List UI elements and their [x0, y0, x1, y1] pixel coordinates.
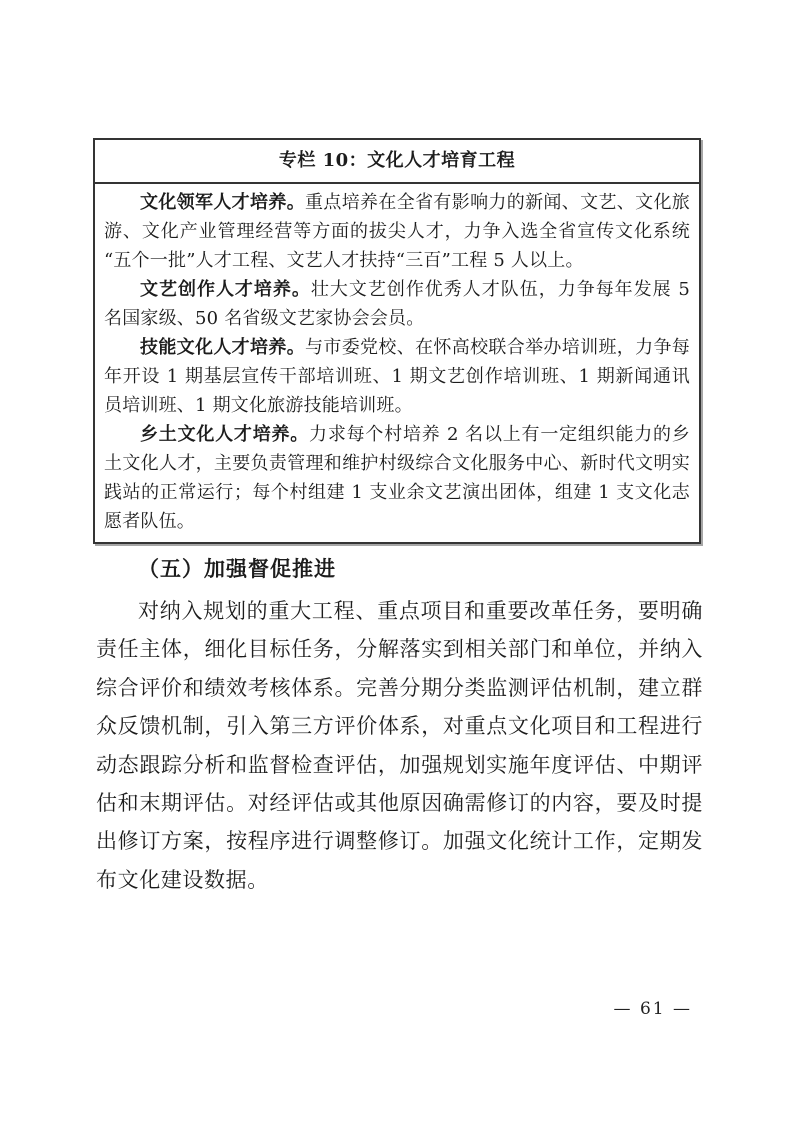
- panel-item-lead: 文化领军人才培养。: [140, 192, 306, 213]
- panel-item-text: 壮大文艺创作优秀人才队伍，力争每年发展 5 名国家级、50 名省级文艺家协会会员。: [104, 279, 690, 329]
- panel-item: [104, 275, 690, 333]
- panel-item-text: 与市委党校、在怀高校联合举办培训班，力争每年开设 1 期基层宣传干部培训班、1 期文艺创作培训班、1 期新闻通讯员培训班、1 期文化旅游技能培训班。: [104, 337, 690, 416]
- feature-box-title: 专栏 10：文化人才培育工程: [95, 140, 699, 184]
- section-heading: （五）加强督促推进: [138, 556, 336, 581]
- panel-item-lead: 文艺创作人才培养。: [140, 279, 311, 300]
- panel-item-lead: 技能文化人才培养。: [140, 337, 306, 358]
- panel-item: [104, 333, 690, 420]
- section-body-paragraph: 对纳入规划的重大工程、重点项目和重要改革任务，要明确责任主体，细化目标任务，分解落实到相关部门和单位，并纳入综合评价和绩效考核体系。完善分期分类监测评估机制，建立群众反馈机制，引入第三方评价体系，对重点文化项目和工程进行动态跟踪分析和监督检查评估，加强规划实施年度评估、中期评估和末期评估。对经评估或其他原因确需修订的内容，要及时提出修订方案，按程序进行调整修订。加强文化统计工作，定期发布文化建设数据。: [96, 599, 703, 892]
- page-number: — 61 —: [613, 999, 692, 1019]
- panel-item-text: 重点培养在全省有影响力的新闻、文艺、文化旅游、文化产业管理经营等方面的拔尖人才，力争入选全省宣传文化系统“五个一批”人才工程、文艺人才扶持“三百”工程 5 人以上。: [104, 192, 690, 271]
- panel-item-text: 力求每个村培养 2 名以上有一定组织能力的乡土文化人才，主要负责管理和维护村级综合文化服务中心、新时代文明实践站的正常运行；每个村组建 1 支业余文艺演出团体，组建 1 支文化志愿者队伍。: [104, 424, 690, 532]
- feature-box-body: [95, 184, 699, 542]
- panel-item-lead: 乡土文化人才培养。: [140, 424, 310, 445]
- feature-box-talent-program: [93, 138, 701, 544]
- panel-item: [104, 420, 690, 536]
- panel-item: [104, 188, 690, 275]
